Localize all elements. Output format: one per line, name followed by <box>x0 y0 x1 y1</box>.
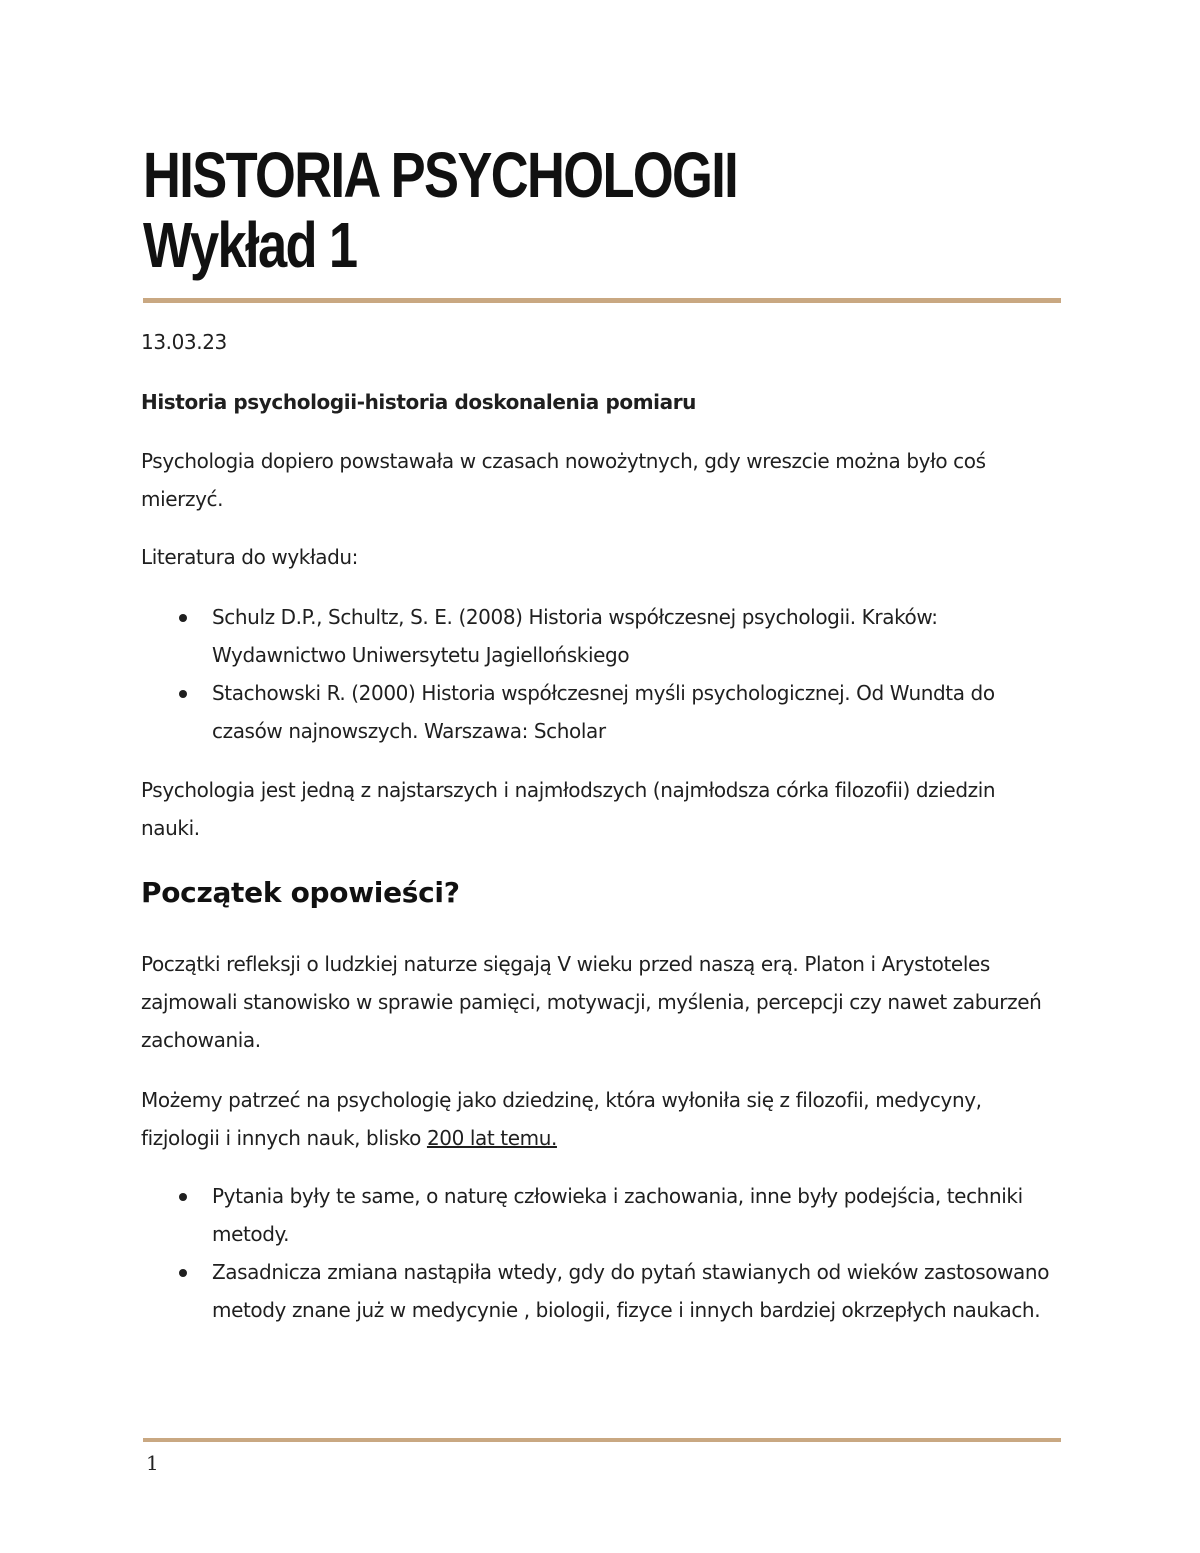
subtitle-text: Historia psychologii-historia doskonalenia pomiaru <box>141 390 696 414</box>
underlined-phrase: 200 lat temu. <box>426 1126 557 1150</box>
view-paragraph-text: Możemy patrzeć na psychologię jako dziedzinę, która wyłoniła się z filozofii, medycyny, fizjologii i innych nauk, blisko <box>141 1088 982 1150</box>
point-text: Zasadnicza zmiana nastąpiła wtedy, gdy do pytań stawianych od wieków zastosowano metody znane już w medycynie , biologii, fizyce i innych bardziej okrzepłych naukach. <box>212 1260 1050 1322</box>
document-title <box>143 140 1061 280</box>
bullet-icon <box>179 690 187 698</box>
list-item <box>141 1253 1051 1329</box>
section-heading: Początek opowieści? <box>141 876 460 909</box>
date-text: 13.03.23 <box>141 330 227 354</box>
oldest-youngest-paragraph: Psychologia jest jedną z najstarszych i najmłodszych (najmłodsza córka filozofii) dziedzin nauki. <box>141 778 996 840</box>
literature-item-text: Schulz D.P., Schultz, S. E. (2008) Historia współczesnej psychologii. Kraków: Wydawnictwo Uniwersytetu Jagiellońskiego <box>212 605 938 667</box>
list-item <box>141 674 1051 750</box>
point-text: Pytania były te same, o naturę człowieka i zachowania, inne były podejścia, techniki metody. <box>212 1184 1023 1246</box>
list-item <box>141 1177 1051 1253</box>
beginnings-paragraph: Początki refleksji o ludzkiej naturze sięgają V wieku przed naszą erą. Platon i Arystoteles zajmowali stanowisko w sprawie pamięci, motywacji, myślenia, percepcji czy nawet zaburzeń zachowania. <box>141 952 1042 1052</box>
footer-divider <box>143 1438 1061 1442</box>
list-item <box>141 598 1051 674</box>
intro-paragraph: Psychologia dopiero powstawała w czasach nowożytnych, gdy wreszcie można było coś mierzyć. <box>141 449 986 511</box>
literature-label: Literatura do wykładu: <box>141 545 358 569</box>
bullet-icon <box>179 614 187 622</box>
literature-item-text: Stachowski R. (2000) Historia współczesnej myśli psychologicznej. Od Wundta do czasów najnowszych. Warszawa: Scholar <box>212 681 995 743</box>
literature-list <box>141 598 1051 750</box>
title-main: HISTORIA PSYCHOLOGII <box>143 139 738 211</box>
title-lecture: Wykład 1 <box>143 209 357 281</box>
title-divider <box>143 298 1061 303</box>
page-number: 1 <box>146 1451 159 1475</box>
view-paragraph <box>141 1081 1046 1157</box>
bullet-icon <box>179 1193 187 1201</box>
bullet-icon <box>179 1269 187 1277</box>
points-list <box>141 1177 1051 1329</box>
